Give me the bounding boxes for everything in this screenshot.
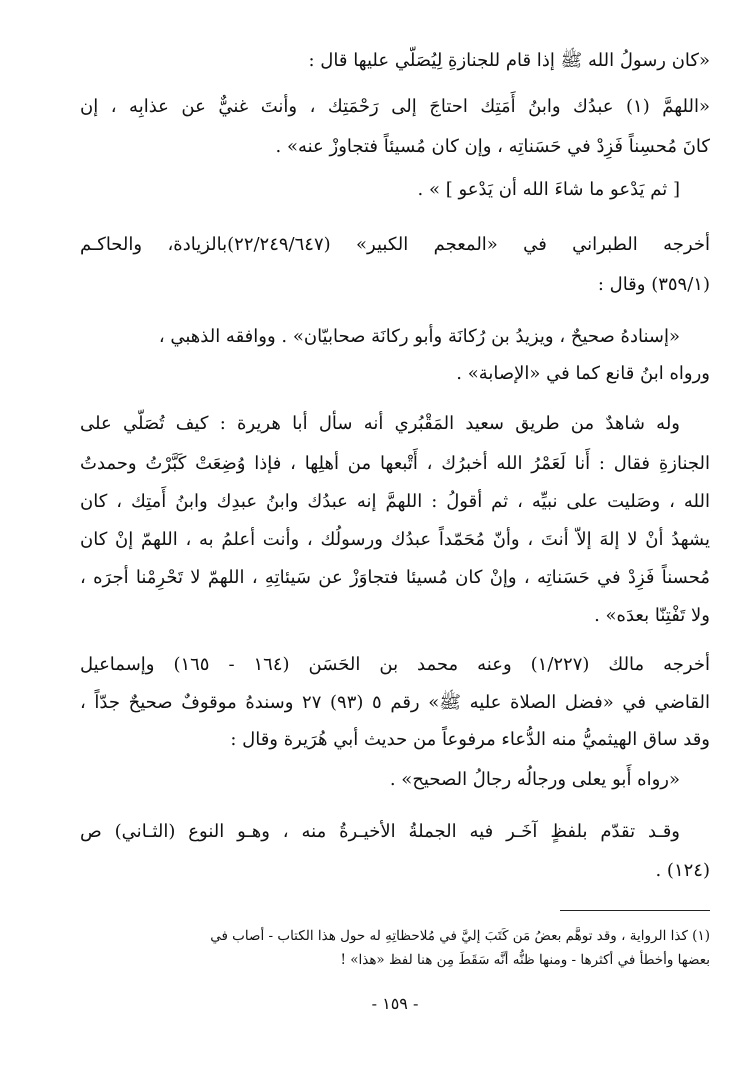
page	[80, 44, 710, 1064]
text-line: (١٢٤) .	[655, 860, 710, 881]
text-line: الجنازةِ فقال : أَنا لَعَمْرُ الله أخبرُك ، أَتْبعها من أهلِها ، فإذا وُضِعَتْ كَبَّرْتُ وحمدتُ	[80, 453, 710, 474]
text-line: «رواه أَبو يعلى ورجالُه رجالُ الصحيح» .	[389, 769, 680, 790]
text-line: وقد ساق الهيثميُّ منه الدُّعاء مرفوعاً من حديث أبي هُرَيرة وقال :	[230, 729, 710, 750]
footnote-line: (١) كذا الرواية ، وقد توهَّم بعضُ مَن كَتَبَ إليَّ في مُلاحظاتِهِ له حول هذا الكتاب - أصاب في	[210, 928, 710, 944]
text-line: أخرجه الطبراني في «المعجم الكبير» (٢٢/٢٤٩/٦٤٧)بالزيادة، والحاكـم	[80, 234, 710, 255]
text-line: ورواه ابنُ قانع كما في «الإصابة» .	[456, 363, 710, 384]
text-line: وله شاهدٌ من طريق سعيد المَقْبُري أنه سأل أبا هريرة : كيف تُصَلّي على	[80, 413, 680, 434]
text-line: «كان رسولُ الله ﷺ إذا قام للجنازةِ لِيُصَلّي عليها قال :	[308, 50, 710, 71]
text-line: يشهدُ أنْ لا إلهَ إلاّ أنتَ ، وأنّ مُحَمّداً عبدُك ورسولُك ، وأنت أعلمُ به ، اللهمّ إنْ كان	[80, 529, 710, 550]
footnote-line: بعضها وأخطأ في أكثرها - ومنها ظنُّه أنَّه سَقَطَ مِن هنا لفظ «هذا» !	[340, 952, 710, 968]
text-line: كانَ مُحسِناً فَزِدْ في حَسَناتِه ، وإن كان مُسيئاً فتجاوزْ عنه» .	[275, 136, 710, 157]
text-line: «اللهمَّ (١) عبدُك وابنُ أَمَتِك احتاجَ إلى رَحْمَتِك ، وأنتَ غنيٌّ عن عذابِه ، إن	[80, 96, 710, 117]
text-line: وقـد تقدّم بلفظٍ آخَـر فيه الجملةُ الأخيـرةُ منه ، وهـو النوع (الثـاني) ص	[80, 821, 680, 842]
text-line: الله ، وصَليت على نبيِّه ، ثم أقولُ : اللهمَّ إنه عبدُك وابنُ عبدِك وابنُ أَمتِك ، كان	[80, 491, 710, 512]
page-number: - ١٥٩ -	[371, 994, 419, 1013]
text-line: (٣٥٩/١) وقال :	[597, 274, 710, 295]
footnote-divider	[560, 910, 710, 911]
text-line: القاضي في «فضل الصلاة عليه ﷺ» رقم ٥ (٩٣) ٢٧ وسندهُ موقوفٌ صحيحٌ جدّاً ،	[80, 692, 710, 713]
text-line: مُحسناً فَزِدْ في حَسَناتِه ، وإنْ كان مُسيئا فتجاوَزْ عن سَيئاتِهِ ، اللهمّ لا تَحْرِمْنا أجرَه ،	[80, 567, 710, 588]
text-line: [ ثم يَدْعو ما شاءَ الله أن يَدْعو ] » .	[417, 179, 680, 200]
text-line: ولا تَفْتِنّا بعدَه» .	[594, 605, 710, 626]
text-line: «إسنادهُ صحيحٌ ، ويزيدُ بن رُكانَة وأبو ركانَة صحابيّان» . ووافقه الذهبي ،	[158, 326, 680, 347]
text-line: أخرجه مالك (١/٢٢٧) وعنه محمد بن الحَسَن (١٦٤ - ١٦٥) وإسماعيل	[80, 654, 710, 675]
